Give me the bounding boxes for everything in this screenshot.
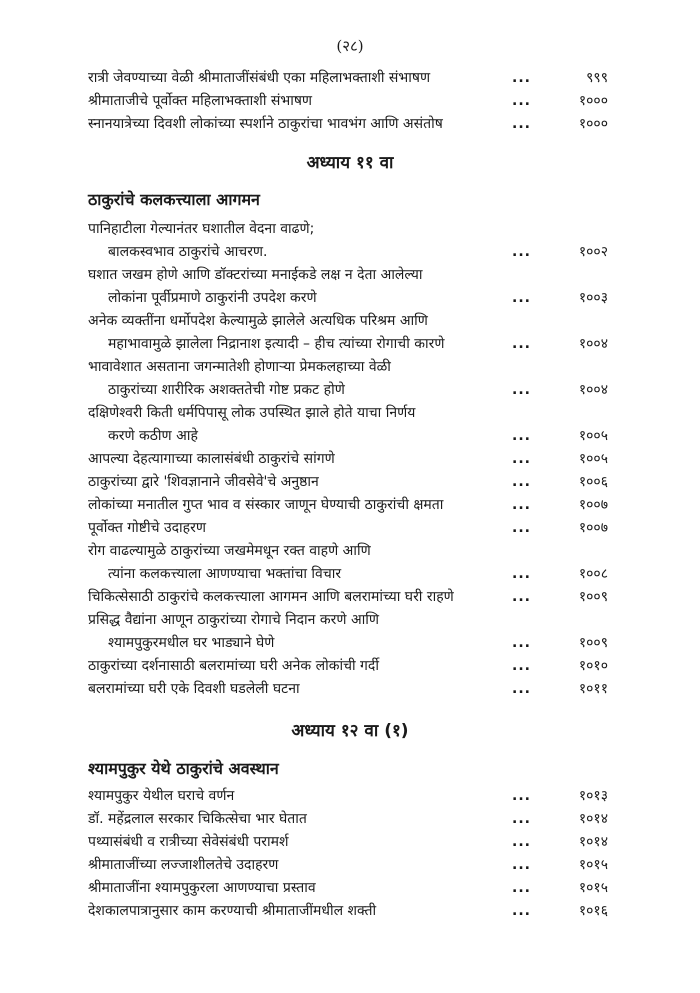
toc-group-2 <box>88 218 608 701</box>
page-number: (२८) <box>336 37 364 55</box>
toc-group-1 <box>88 67 608 136</box>
toc-entry-title: रोग वाढल्यामुळे ठाकुरांच्या जखमेमधून रक्त वाहणे आणि <box>88 543 371 559</box>
toc-entry-title: करणे कठीण आहे <box>108 428 198 444</box>
toc-page-number: १००४ <box>578 336 608 352</box>
chapter-11-heading: अध्याय ११ वा <box>306 153 394 173</box>
toc-entry-title: ठाकुरांच्या द्वारे 'शिवज्ञानाने जीवसेवे'चे अनुष्ठान <box>88 474 319 490</box>
toc-entry <box>88 785 608 808</box>
toc-entry-title: आपल्या देहत्यागाच्या कालासंबंधी ठाकुरांचे सांगणे <box>88 451 335 467</box>
toc-entry <box>88 448 608 471</box>
toc-page-number: १०१६ <box>578 903 608 919</box>
toc-entry <box>88 586 608 609</box>
toc-entry <box>88 678 608 701</box>
toc-page-number: १००४ <box>578 382 608 398</box>
toc-page-number: ९९९ <box>586 70 608 86</box>
toc-entry <box>88 609 608 632</box>
toc-entry <box>88 218 608 241</box>
toc-leader-dots: ... <box>512 589 531 605</box>
toc-leader-dots: ... <box>512 857 531 873</box>
toc-page-number: १०१४ <box>578 811 608 827</box>
toc-leader-dots: ... <box>512 116 531 132</box>
toc-leader-dots: ... <box>512 788 531 804</box>
toc-entry <box>88 425 608 448</box>
toc-entry <box>88 494 608 517</box>
toc-entry-title: बालकस्वभाव ठाकुरांचे आचरण. <box>108 244 268 260</box>
toc-entry-title: श्रीमाताजींना श्यामपुकुरला आणण्याचा प्रस्ताव <box>88 880 316 896</box>
toc-leader-dots: ... <box>512 428 531 444</box>
toc-entry <box>88 333 608 356</box>
toc-entry <box>88 877 608 900</box>
toc-leader-dots: ... <box>512 474 531 490</box>
toc-entry-title: लोकांना पूर्वीप्रमाणे ठाकुरांनी उपदेश करणे <box>108 290 317 306</box>
toc-leader-dots: ... <box>512 880 531 896</box>
toc-leader-dots: ... <box>512 451 531 467</box>
toc-entry <box>88 379 608 402</box>
toc-entry-title: श्रीमाताजींच्या लज्जाशीलतेचे उदाहरण <box>88 857 279 873</box>
toc-entry <box>88 632 608 655</box>
toc-leader-dots: ... <box>512 520 531 536</box>
toc-leader-dots: ... <box>512 635 531 651</box>
toc-entry-title: ठाकुरांच्या शारीरिक अशक्ततेची गोष्ट प्रकट होणे <box>108 382 345 398</box>
toc-leader-dots: ... <box>512 382 531 398</box>
toc-entry-title: ठाकुरांच्या दर्शनासाठी बलरामांच्या घरी अनेक लोकांची गर्दी <box>88 658 379 674</box>
toc-leader-dots: ... <box>512 290 531 306</box>
toc-leader-dots: ... <box>512 903 531 919</box>
toc-entry <box>88 540 608 563</box>
toc-entry-title: श्रीमाताजीचे पूर्वोक्त महिलाभक्ताशी संभाषण <box>88 93 313 109</box>
toc-page-number: १००६ <box>578 474 608 490</box>
toc-leader-dots: ... <box>512 244 531 260</box>
toc-leader-dots: ... <box>512 70 531 86</box>
toc-page-number: १००८ <box>578 566 608 582</box>
toc-entry <box>88 90 608 113</box>
toc-page-number: १०१५ <box>578 880 608 896</box>
toc-entry-title: भावावेशात असताना जगन्मातेशी होणाऱ्या प्रेमकलहाच्या वेळी <box>88 359 391 375</box>
toc-page-number: १०१५ <box>578 857 608 873</box>
toc-entry <box>88 264 608 287</box>
toc-entry-title: घशात जखम होणे आणि डॉक्टरांच्या मनाईकडे लक्ष न देता आलेल्या <box>88 267 423 283</box>
toc-leader-dots: ... <box>512 497 531 513</box>
toc-page-number: १००९ <box>578 589 608 605</box>
toc-entry-title: बलरामांच्या घरी एके दिवशी घडलेली घटना <box>88 681 300 697</box>
toc-leader-dots: ... <box>512 811 531 827</box>
toc-entry-title: दक्षिणेश्वरी किती धर्मपिपासू लोक उपस्थित झाले होते याचा निर्णय <box>88 405 416 421</box>
toc-leader-dots: ... <box>512 93 531 109</box>
toc-page-number: १०१३ <box>578 788 608 804</box>
toc-entry-title: पानिहाटीला गेल्यानंतर घशातील वेदना वाढणे; <box>88 221 315 237</box>
toc-leader-dots: ... <box>512 834 531 850</box>
toc-entry-title: चिकित्सेसाठी ठाकुरांचे कलकत्त्याला आगमन आणि बलरामांच्या घरी राहणे <box>88 589 454 605</box>
toc-leader-dots: ... <box>512 681 531 697</box>
toc-entry <box>88 402 608 425</box>
chapter-12-heading: अध्याय १२ वा (१) <box>291 721 409 741</box>
section-11-heading: ठाकुरांचे कलकत्त्याला आगमन <box>88 190 260 209</box>
toc-page-number: १००० <box>578 93 608 109</box>
toc-page-number: १००७ <box>578 520 608 536</box>
toc-page-number: १०११ <box>578 681 608 697</box>
toc-leader-dots: ... <box>512 336 531 352</box>
toc-entry-title: देशकालपात्रानुसार काम करण्याची श्रीमाताजींमधील शक्ती <box>88 903 377 919</box>
toc-entry-title: रात्री जेवण्याच्या वेळी श्रीमाताजींसंबंधी एका महिलाभक्ताशी संभाषण <box>88 70 431 86</box>
toc-entry-title: पथ्यासंबंधी व रात्रीच्या सेवेसंबंधी परामर्श <box>88 834 289 850</box>
toc-entry-title: प्रसिद्ध वैद्यांना आणून ठाकुरांच्या रोगाचे निदान करणे आणि <box>88 612 380 628</box>
toc-leader-dots: ... <box>512 658 531 674</box>
toc-entry <box>88 808 608 831</box>
toc-group-3 <box>88 785 608 923</box>
toc-page-number: १०१४ <box>578 834 608 850</box>
toc-page-number: १००५ <box>578 428 608 444</box>
toc-leader-dots: ... <box>512 566 531 582</box>
toc-entry-title: डॉ. महेंद्रलाल सरकार चिकित्सेचा भार घेतात <box>88 811 307 827</box>
toc-page-number: १००९ <box>578 635 608 651</box>
toc-page-number: १००७ <box>578 497 608 513</box>
toc-entry <box>88 900 608 923</box>
toc-entry <box>88 563 608 586</box>
toc-entry <box>88 655 608 678</box>
toc-entry-title: श्यामपुकुरमधील घर भाड्याने घेणे <box>108 635 275 651</box>
toc-entry <box>88 854 608 877</box>
toc-page-number: १००५ <box>578 451 608 467</box>
toc-entry-title: महाभावामुळे झालेला निद्रानाश इत्यादी – हीच त्यांच्या रोगाची कारणे <box>108 336 445 352</box>
toc-entry <box>88 113 608 136</box>
toc-entry-title: स्नानयात्रेच्या दिवशी लोकांच्या स्पर्शाने ठाकुरांचा भावभंग आणि असंतोष <box>88 116 443 132</box>
toc-entry-title: पूर्वोक्त गोष्टीचे उदाहरण <box>88 520 206 536</box>
toc-entry <box>88 67 608 90</box>
toc-entry-title: त्यांना कलकत्त्याला आणण्याचा भक्तांचा विचार <box>108 566 342 582</box>
toc-entry <box>88 241 608 264</box>
toc-entry <box>88 831 608 854</box>
toc-page-number: १००२ <box>578 244 608 260</box>
toc-page-number: १००३ <box>578 290 608 306</box>
toc-entry <box>88 517 608 540</box>
toc-entry-title: लोकांच्या मनातील गुप्त भाव व संस्कार जाणून घेण्याची ठाकुरांची क्षमता <box>88 497 444 513</box>
section-12-heading: श्यामपुकुर येथे ठाकुरांचे अवस्थान <box>88 759 279 778</box>
toc-entry-title: श्यामपुकुर येथील घराचे वर्णन <box>88 788 235 804</box>
toc-entry <box>88 471 608 494</box>
toc-entry-title: अनेक व्यक्तींना धर्मोपदेश केल्यामुळे झालेले अत्यधिक परिश्रम आणि <box>88 313 428 329</box>
toc-entry <box>88 310 608 333</box>
toc-entry <box>88 287 608 310</box>
toc-page-number: १०१० <box>578 658 608 674</box>
toc-entry <box>88 356 608 379</box>
toc-page-number: १००० <box>578 116 608 132</box>
